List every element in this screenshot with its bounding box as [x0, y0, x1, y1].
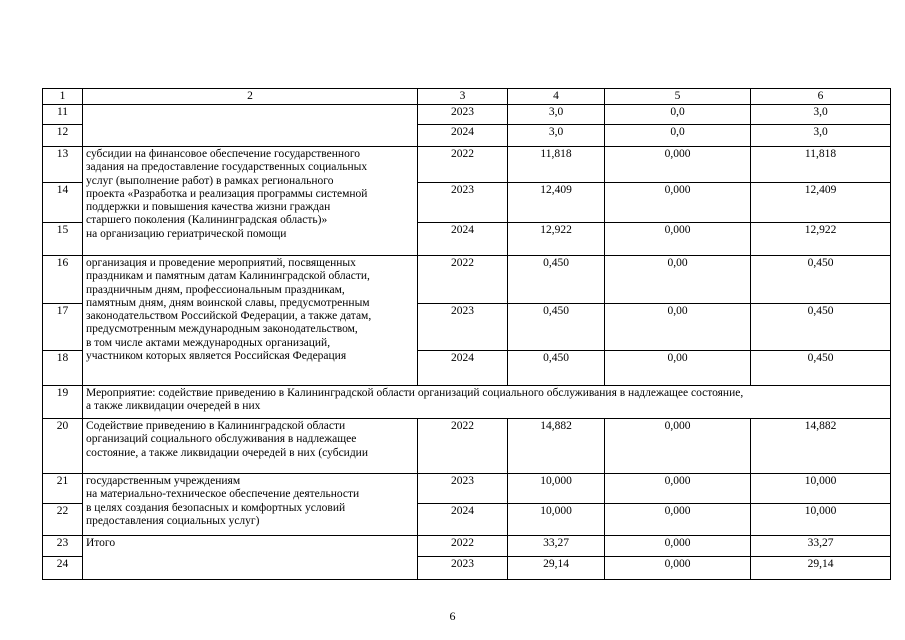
- activity-heading: Мероприятие: содействие приведению в Калининградской области организаций социального обслуживания в надлежащее состояние, а также ликвидации очередей в них: [83, 386, 891, 419]
- table-row: [43, 419, 891, 474]
- year-cell: 2022: [418, 256, 508, 304]
- value-cell: 0,000: [605, 419, 751, 474]
- value-cell: 0,0: [605, 105, 751, 125]
- year-cell: 2024: [418, 125, 508, 147]
- row-description: Содействие приведению в Калининградской области организаций социального обслуживания в надлежащее состояние, а также ликвидации очередей в них (субсидии: [83, 419, 418, 474]
- value-cell: 0,00: [605, 256, 751, 304]
- header-cell: 3: [418, 89, 508, 105]
- value-cell: 11,818: [508, 147, 605, 183]
- row-number: 13: [43, 147, 83, 183]
- value-cell: 12,409: [508, 183, 605, 223]
- year-cell: 2023: [418, 304, 508, 351]
- value-cell: 3,0: [751, 105, 891, 125]
- value-cell: 0,000: [605, 536, 751, 557]
- row-number: 22: [43, 504, 83, 536]
- header-cell: 5: [605, 89, 751, 105]
- table-row: [43, 474, 891, 504]
- value-cell: 0,450: [751, 256, 891, 304]
- table-row: [43, 386, 891, 419]
- year-cell: 2023: [418, 474, 508, 504]
- row-number: 21: [43, 474, 83, 504]
- row-description: субсидии на финансовое обеспечение государственного задания на предоставление государственных социальных услуг (выполнение работ) в рамках регионального проекта «Разработка и реализация программы системной поддержки и повышения качества жизни граждан старшего поколения (Калининградская область)» на организацию гериатрической помощи: [83, 147, 418, 256]
- value-cell: 0,000: [605, 147, 751, 183]
- value-cell: 29,14: [751, 557, 891, 580]
- row-number: 23: [43, 536, 83, 557]
- value-cell: 12,922: [751, 223, 891, 256]
- table-header-row: [43, 89, 891, 105]
- row-number: 19: [43, 386, 83, 419]
- value-cell: 3,0: [508, 125, 605, 147]
- value-cell: 11,818: [751, 147, 891, 183]
- value-cell: 10,000: [751, 474, 891, 504]
- page-number: 6: [449, 609, 456, 623]
- value-cell: 0,000: [605, 504, 751, 536]
- year-cell: 2024: [418, 504, 508, 536]
- total-label: Итого: [83, 536, 418, 580]
- year-cell: 2024: [418, 223, 508, 256]
- row-number: 24: [43, 557, 83, 580]
- value-cell: 0,0: [605, 125, 751, 147]
- value-cell: 0,450: [508, 304, 605, 351]
- value-cell: 0,00: [605, 304, 751, 351]
- value-cell: 10,000: [508, 504, 605, 536]
- row-description: государственным учреждениям на материально-техническое обеспечение деятельности в целях создания безопасных и комфортных условий предоставления социальных услуг): [83, 474, 418, 536]
- row-number: 14: [43, 183, 83, 223]
- table-row: [43, 256, 891, 304]
- value-cell: 0,000: [605, 474, 751, 504]
- budget-table: [42, 88, 891, 580]
- value-cell: 10,000: [751, 504, 891, 536]
- row-number: 11: [43, 105, 83, 125]
- value-cell: 12,922: [508, 223, 605, 256]
- year-cell: 2022: [418, 147, 508, 183]
- year-cell: 2022: [418, 419, 508, 474]
- table-row: [43, 536, 891, 557]
- table-row: [43, 105, 891, 125]
- value-cell: 33,27: [508, 536, 605, 557]
- value-cell: 0,450: [751, 304, 891, 351]
- value-cell: 0,00: [605, 351, 751, 386]
- value-cell: 14,882: [508, 419, 605, 474]
- row-number: 15: [43, 223, 83, 256]
- value-cell: 0,000: [605, 557, 751, 580]
- value-cell: 0,000: [605, 223, 751, 256]
- value-cell: 14,882: [751, 419, 891, 474]
- header-cell: 2: [83, 89, 418, 105]
- row-number: 20: [43, 419, 83, 474]
- row-number: 17: [43, 304, 83, 351]
- header-cell: 4: [508, 89, 605, 105]
- header-cell: 6: [751, 89, 891, 105]
- year-cell: 2023: [418, 105, 508, 125]
- year-cell: 2024: [418, 351, 508, 386]
- value-cell: 0,000: [605, 183, 751, 223]
- value-cell: 10,000: [508, 474, 605, 504]
- value-cell: 0,450: [751, 351, 891, 386]
- value-cell: 3,0: [751, 125, 891, 147]
- row-number: 12: [43, 125, 83, 147]
- value-cell: 33,27: [751, 536, 891, 557]
- table-row: [43, 147, 891, 183]
- row-description: организация и проведение мероприятий, посвященных праздникам и памятным датам Калининградской области, праздничным дням, профессиональным праздникам, памятным дням, дням воинской славы, предусмотренным законодательством Российской Федерации, а также датам, предусмотренным международным законодательством, в том числе актами международных организаций, участником которых является Российская Федерация: [83, 256, 418, 386]
- year-cell: 2023: [418, 183, 508, 223]
- year-cell: 2023: [418, 557, 508, 580]
- year-cell: 2022: [418, 536, 508, 557]
- value-cell: 3,0: [508, 105, 605, 125]
- value-cell: 29,14: [508, 557, 605, 580]
- header-cell: 1: [43, 89, 83, 105]
- row-description-empty: [83, 105, 418, 147]
- value-cell: 0,450: [508, 351, 605, 386]
- row-number: 16: [43, 256, 83, 304]
- value-cell: 12,409: [751, 183, 891, 223]
- row-number: 18: [43, 351, 83, 386]
- value-cell: 0,450: [508, 256, 605, 304]
